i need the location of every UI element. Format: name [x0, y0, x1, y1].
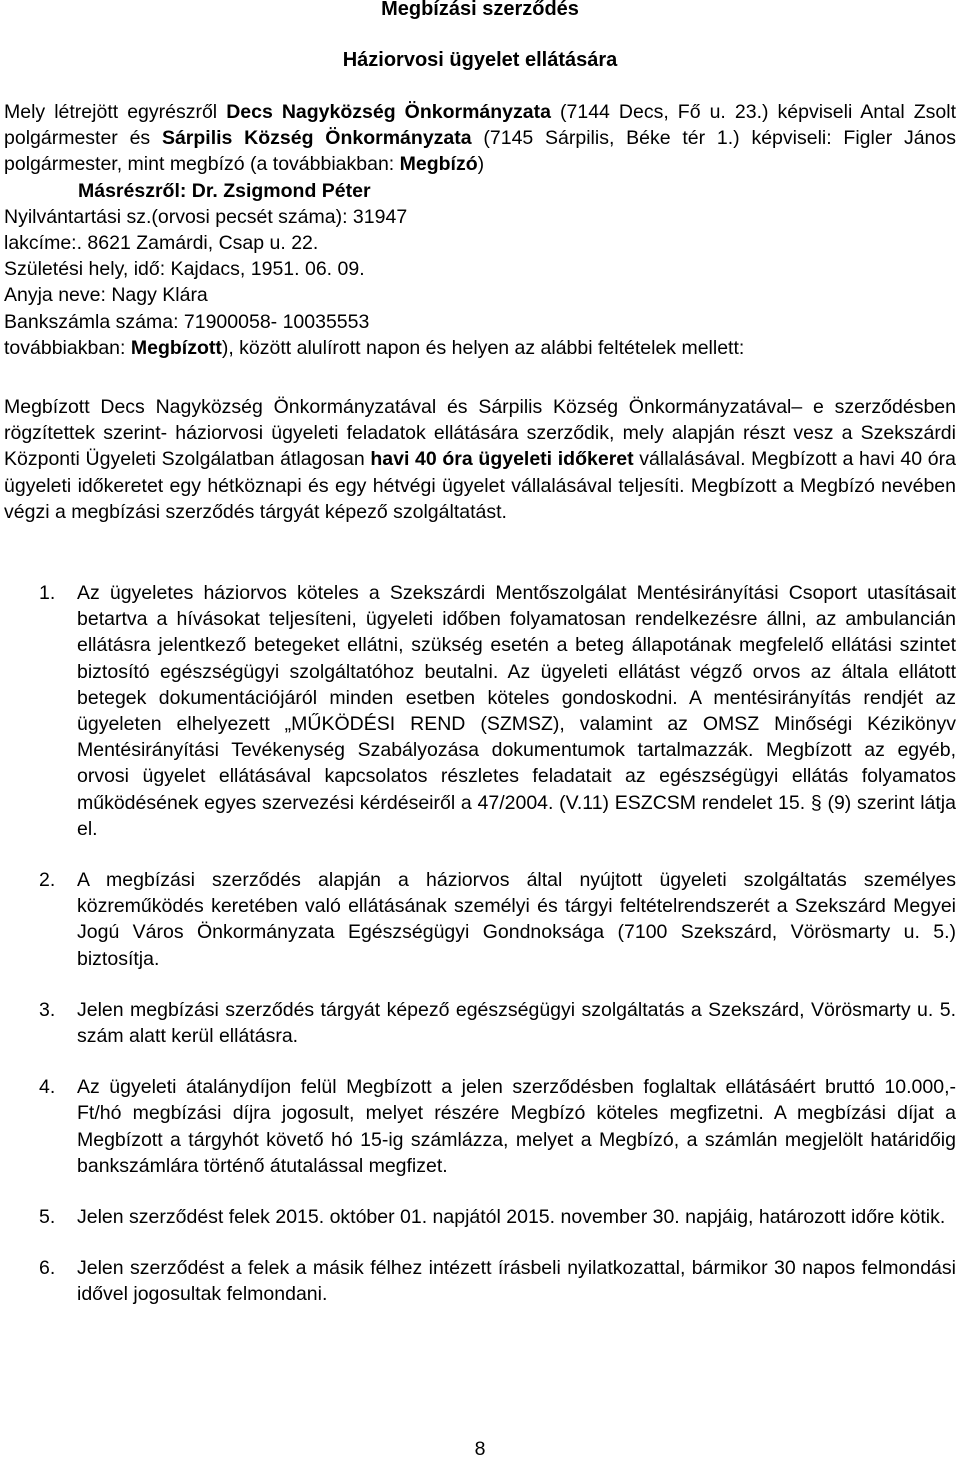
parties-text: )	[477, 153, 485, 176]
clause-item	[0, 1074, 956, 1179]
hereafter-line	[4, 335, 956, 361]
contracting-parties-paragraph	[4, 99, 956, 178]
registry-number: Nyilvántartási sz.(orvosi pecsét száma): 31947	[4, 205, 408, 228]
address-line: lakcíme:. 8621 Zamárdi, Csap u. 22.	[4, 232, 319, 255]
term-megbizo: Megbízó	[399, 153, 478, 176]
intro-text	[4, 394, 956, 525]
parties-text: Mely létrejött egyrészről	[4, 101, 227, 123]
term-megbizott: Megbízott	[130, 336, 222, 359]
parties-text: (7144 Decs, Fő u. 23.) képviseli Antal Zsolt polgármester és	[4, 101, 957, 150]
clause-text: Az ügyeletes háziorvos köteles a Szekszárdi Mentőszolgálat Mentésirányítási Csoport utasításait betartva a hívásokat teljesíteni, ügyeleti időben folyamatosan rendelkezésre állni, az ambulancián ellátásra jelentkező betegeket ellátni, szükség esetén a beteg állapotának megfelelő ellátási szintet biztosító egészségügyi szolgáltatóhoz beutalni. Az ügyeleti ellátást végző orvos az általa ellátott betegek dokumentációjáról minden esetben köteles gondoskodni. A mentésirányítás rendjét az ügyeleten elhelyezett „MŰKÖDÉSI REND (SZMSZ), valamint az OMSZ Minőségi Kézikönyv Mentésirányítási Tevékenység Szabályozása dokumentumok tartalmazzák. Megbízott az egyéb, orvosi ügyelet ellátásával kapcsolatos részletes feladatait az egészségügyi ellátás folyamatos működésének egyes szervezési kérdéseiről a 47/2004. (V.11) ESZCSM rendelet 15. § (9) szerint látja el.	[77, 582, 956, 840]
page-number: 8	[474, 1438, 486, 1460]
hereafter-text: ), között alulírott napon és helyen az alábbi feltételek mellett:	[221, 336, 745, 359]
birth-line: Születési hely, idő: Kajdacs, 1951. 06. 09.	[4, 258, 365, 281]
clause-number: 1.	[39, 582, 56, 604]
document-title: Megbízási szerződés	[381, 0, 579, 20]
party-decs: Decs Nagyközség Önkormányzata	[226, 101, 551, 123]
intro-text-c: vállalásával. Megbízott a havi 40 óra ügyeleti időkeretet egy hétköznapi és egy hétvégi ügyelet vállalásával teljesíti. Megbízott a Megbízó nevében végzi a megbízási szerződés tárgyát képező szolgáltatást.	[4, 448, 956, 523]
document-subtitle: Háziorvosi ügyelet ellátására	[342, 49, 618, 71]
contract-clauses	[0, 580, 956, 1308]
intro-emphasis: havi 40 óra ügyeleti időkeret	[370, 448, 634, 471]
bank-account-line: Bankszámla száma: 71900058- 10035553	[4, 310, 370, 333]
clause-number: 5.	[39, 1206, 56, 1229]
clause-text: Az ügyeleti átalánydíjon felül Megbízott a jelen szerződésben foglaltak ellátásáért bruttó 10.000,- Ft/hó megbízási díjra jogosult, melyet részére Megbízó köteles megfizetni. A megbízási díjat a Megbízott a tárgyhót követő hó 15-ig számlázza, melyet a Megbízó, a számlán megjelölt határidőig bankszámlára történő átutalással megfizet.	[77, 1076, 956, 1177]
clause-text: A megbízási szerződés alapján a háziorvos által nyújtott ügyeleti szolgáltatás személyes közreműködés keretében való ellátásának személyi és tárgyi feltételrendszerét a Szekszárd Megyei Jogú Város Önkormányzata Egészségügyi Gondnoksága (7100 Szekszárd, Vörösmarty u. 5.) biztosítja.	[77, 869, 956, 970]
intro-text-a: Megbízott Decs Nagyközség Önkormányzatával és Sárpilis Község Önkormányzatával– e szerződésben rögzítettek szerint- háziorvosi ügyeleti feladatok ellátására szerződik, mely alapján részt vesz a Szekszárdi Központi Ügyeleti Szolgálatban átlagosan	[4, 396, 956, 471]
clause-item	[0, 1255, 956, 1307]
intro-paragraph	[4, 394, 956, 525]
clause-text: Jelen szerződést a felek a másik félhez intézett írásbeli nyilatkozattal, bármikor 30 napos felmondási idővel jogosultak felmondani.	[77, 1257, 956, 1306]
party-sarpilis: Sárpilis Község Önkormányzata	[161, 127, 472, 150]
clause-number: 6.	[39, 1257, 56, 1280]
hereafter-text: továbbiakban:	[4, 336, 131, 359]
parties-text: (7145 Sárpilis, Béke tér 1.) képviseli: Figler János polgármester, mint megbízó (a továbbiakban:	[4, 127, 956, 176]
clause-text: Jelen megbízási szerződés tárgyát képező egészségügyi szolgáltatás a Szekszárd, Vörösmarty u. 5. szám alatt kerül ellátásra.	[77, 998, 956, 1048]
mother-name-line: Anyja neve: Nagy Klára	[4, 284, 208, 307]
clause-item	[0, 867, 956, 972]
clause-text: Jelen szerződést felek 2015. október 01. napjától 2015. november 30. napjáig, határozott időre kötik.	[77, 1206, 946, 1229]
clause-number: 4.	[39, 1076, 56, 1099]
clause-item	[0, 1204, 956, 1230]
parties-section	[4, 99, 956, 361]
clause-item	[0, 997, 956, 1049]
clause-number: 3.	[39, 998, 56, 1021]
clause-number: 2.	[39, 869, 56, 892]
other-party-line	[4, 178, 956, 204]
clause-item	[0, 580, 956, 842]
other-party-name: Másrészről: Dr. Zsigmond Péter	[78, 179, 371, 202]
